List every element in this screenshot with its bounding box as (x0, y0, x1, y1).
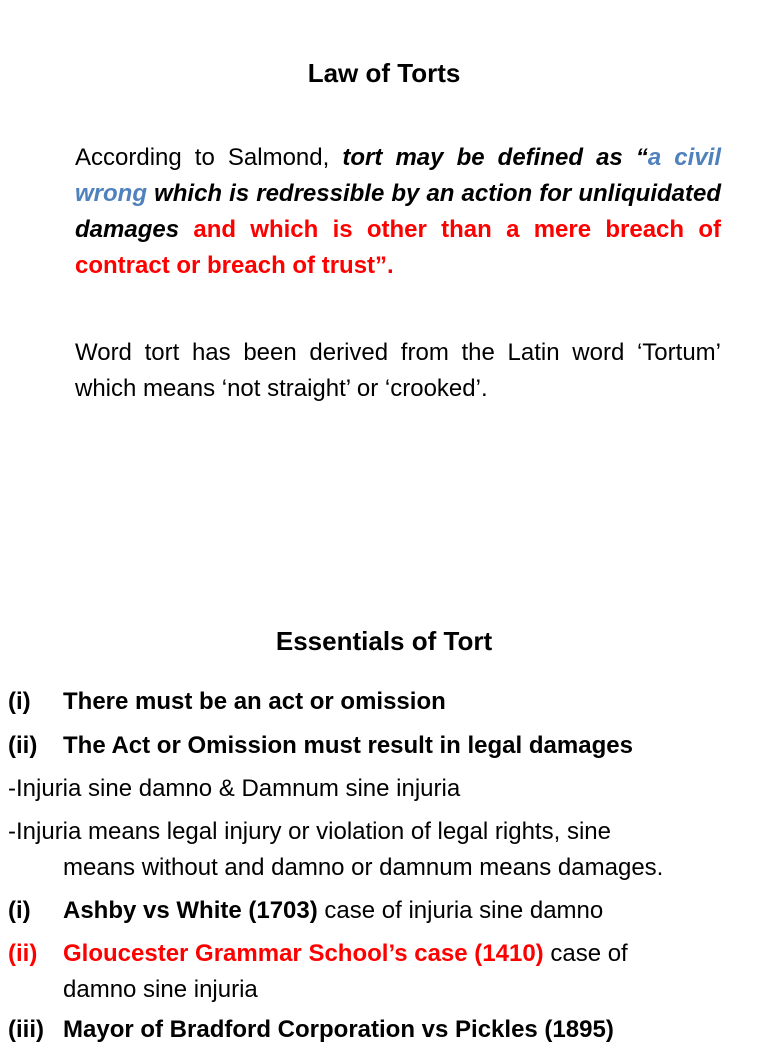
case-description: case of injuria sine damno (317, 897, 604, 924)
essential-number: (i) (8, 688, 31, 715)
section-title: Essentials of Tort (275, 626, 493, 656)
note-line: -Injuria means legal injury or violation of legal rights, sine (8, 818, 611, 845)
case-description: case of (543, 940, 628, 967)
page-title: Law of Torts (307, 58, 461, 88)
essential-text: There must be an act or omission (63, 688, 446, 715)
essential-item (8, 728, 763, 764)
note-continuation: means without and damno or damnum means damages. (63, 854, 664, 881)
definition-bold-italic-2: which is redressible by an action for unliquidated damages (75, 180, 721, 243)
case-continuation: damno sine injuria (63, 976, 258, 1003)
case-name: Gloucester Grammar School’s case (1410) (63, 940, 544, 967)
etymology-paragraph: Word tort has been derived from the Latin word ‘Tortum’ which means ‘not straight’ or ‘crooked’. (75, 339, 721, 402)
case-number: (ii) (8, 940, 38, 967)
case-item (8, 936, 763, 972)
definition-intro: According to Salmond, (75, 144, 343, 171)
case-item (8, 1012, 763, 1048)
definition-red-clause: and which is other than a mere breach of contract or breach of trust”. (75, 216, 721, 279)
definition-paragraph (75, 140, 721, 284)
definition-bold-italic-1: tort may be defined as “ (342, 144, 648, 171)
case-item (8, 893, 763, 929)
definition-civil-wrong: a civil wrong (75, 144, 722, 207)
case-number: (i) (8, 897, 31, 924)
essential-text: The Act or Omission must result in legal damages (63, 732, 633, 759)
essential-item (8, 684, 763, 720)
case-name: Ashby vs White (1703) (63, 897, 318, 924)
case-name: Mayor of Bradford Corporation vs Pickles (1895) (63, 1016, 614, 1043)
note-line: -Injuria sine damno & Damnum sine injuria (8, 775, 461, 802)
essential-number: (ii) (8, 732, 38, 759)
case-number: (iii) (8, 1016, 44, 1043)
